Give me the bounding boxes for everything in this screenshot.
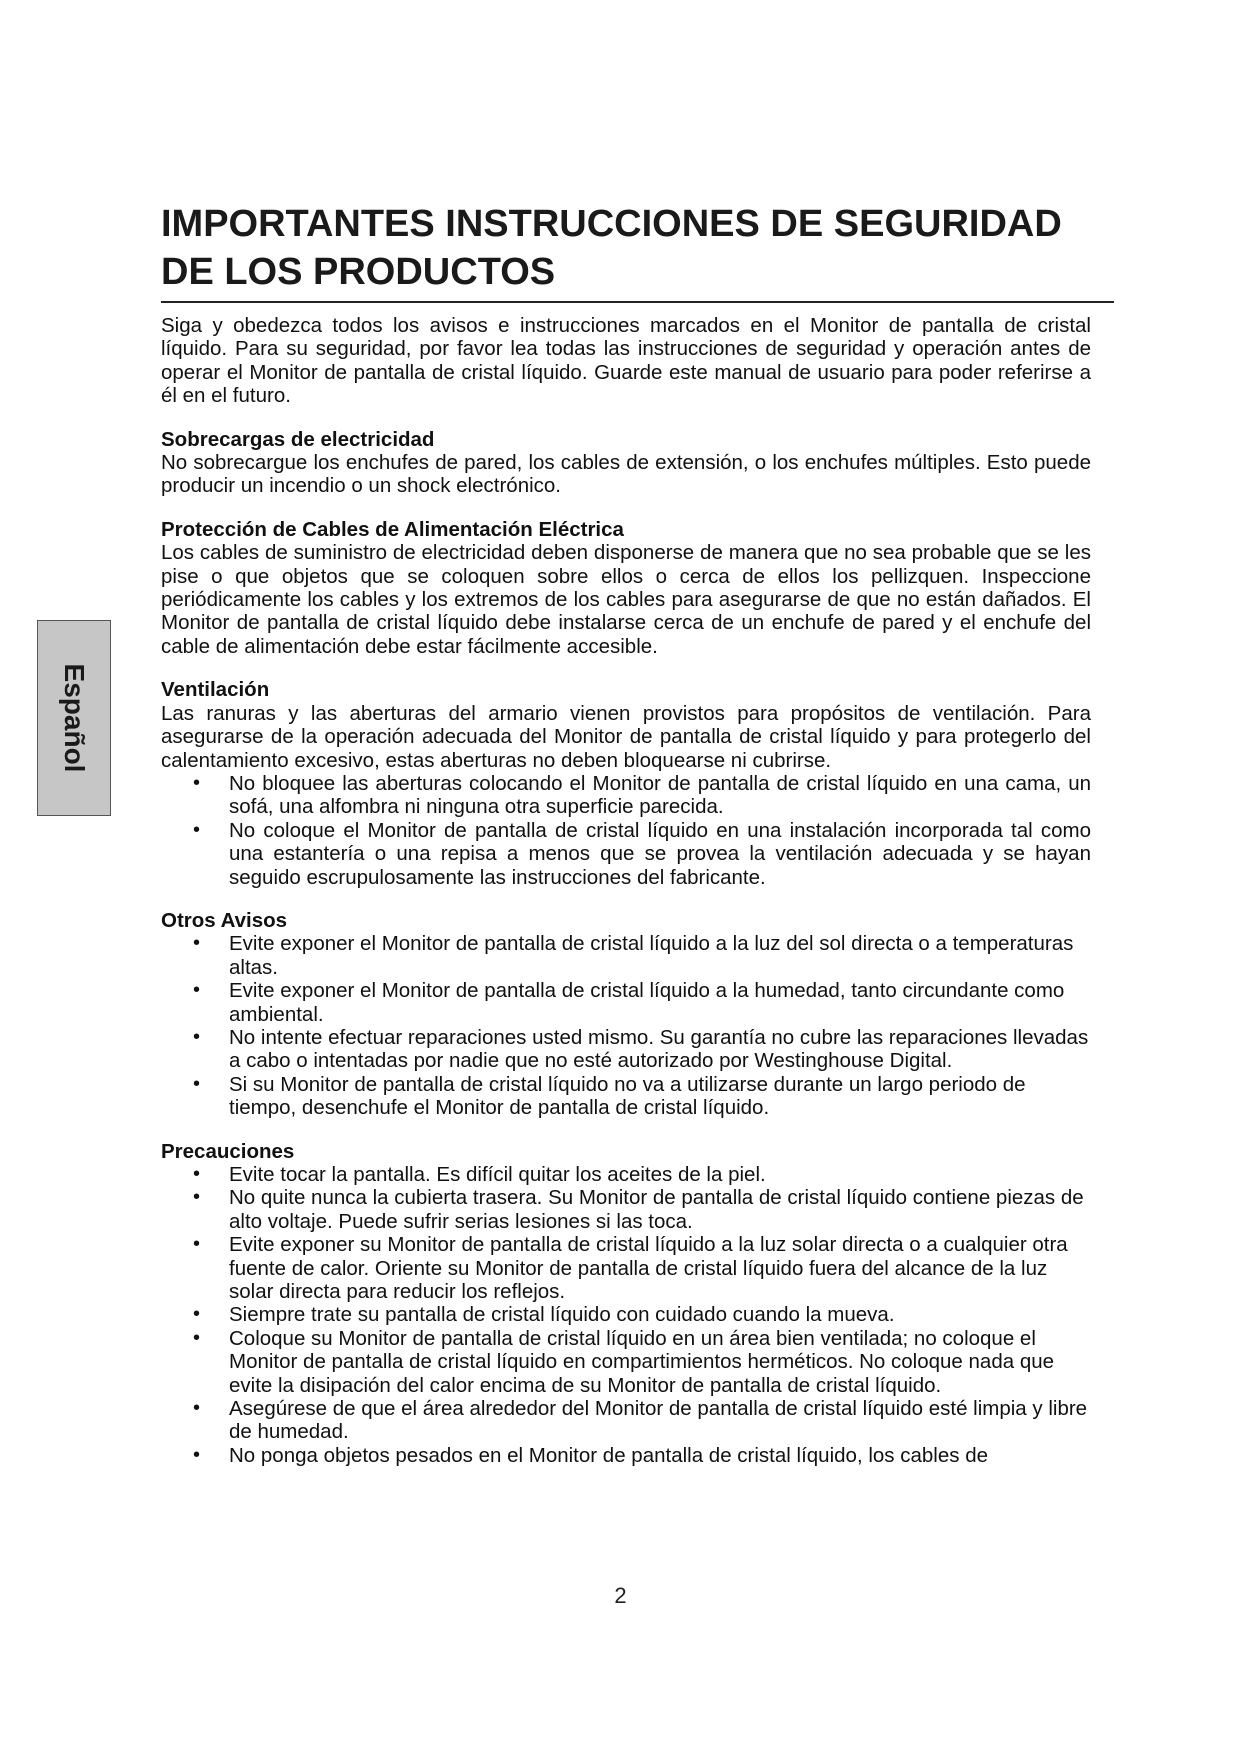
list-item: • Evite exponer el Monitor de pantalla de cristal líquido a la luz del sol directa o a temperaturas altas. bbox=[161, 932, 1091, 979]
list-item: • No ponga objetos pesados en el Monitor de pantalla de cristal líquido, los cables de bbox=[161, 1444, 1091, 1467]
document-body bbox=[161, 314, 1091, 1467]
bullet-list bbox=[161, 932, 1091, 1119]
section-ventilation bbox=[161, 678, 1091, 889]
list-item: • Evite exponer su Monitor de pantalla de cristal líquido a la luz solar directa o a cualquier otra fuente de calor. Oriente su Monitor de pantalla de cristal líquido fuera del alcance de la luz solar directa para reducir los reflejos. bbox=[161, 1233, 1091, 1303]
page-number: 2 bbox=[614, 1583, 627, 1608]
section-text: No sobrecargue los enchufes de pared, los cables de extensión, o los enchufes múltiples. Esto puede producir un incendio o un shock electrónico. bbox=[161, 451, 1091, 498]
section-text: Las ranuras y las aberturas del armario vienen provistos para propósitos de ventilación. Para asegurarse de la operación adecuada del Monitor de pantalla de cristal líquido y para protegerlo del calentamiento excesivo, estas aberturas no deben bloquearse ni cubrirse. bbox=[161, 701, 1091, 772]
list-item: • No bloquee las aberturas colocando el Monitor de pantalla de cristal líquido en una cama, un sofá, una alfombra ni ninguna otra superficie parecida. bbox=[161, 772, 1091, 819]
bullet-list bbox=[161, 1163, 1091, 1467]
section-heading: Ventilación bbox=[161, 678, 270, 702]
language-side-tab bbox=[37, 620, 111, 816]
title-divider bbox=[161, 301, 1114, 303]
intro-paragraph: Siga y obedezca todos los avisos e instrucciones marcados en el Monitor de pantalla de cristal líquido. Para su seguridad, por favor lea todas las instrucciones de seguridad y operación antes de operar el Monitor de pantalla de cristal líquido. Guarde este manual de usuario para poder referirse a él en el futuro. bbox=[161, 314, 1091, 408]
list-item: • Evite tocar la pantalla. Es difícil quitar los aceites de la piel. bbox=[161, 1163, 1091, 1186]
section-precautions bbox=[161, 1140, 1091, 1468]
list-item: • Asegúrese de que el área alrededor del Monitor de pantalla de cristal líquido esté limpia y libre de humedad. bbox=[161, 1397, 1091, 1444]
section-power-cables bbox=[161, 518, 1091, 658]
section-other-warnings bbox=[161, 909, 1091, 1120]
section-heading: Sobrecargas de electricidad bbox=[161, 427, 435, 451]
side-tab-label: Español bbox=[59, 663, 90, 773]
section-heading: Precauciones bbox=[161, 1139, 295, 1163]
section-text: Los cables de suministro de electricidad deben disponerse de manera que no sea probable que se les pise o que objetos que se coloquen sobre ellos o cerca de ellos los pellizquen. Inspeccione periódicamente los cables y los extremos de los cables para asegurarse de que no están dañados. El Monitor de pantalla de cristal líquido debe instalarse cerca de un enchufe de pared y el enchufe del cable de alimentación debe estar fácilmente accesible. bbox=[161, 541, 1091, 658]
list-item: • Evite exponer el Monitor de pantalla de cristal líquido a la humedad, tanto circundante como ambiental. bbox=[161, 979, 1091, 1026]
list-item: • No quite nunca la cubierta trasera. Su Monitor de pantalla de cristal líquido contiene piezas de alto voltaje. Puede sufrir serias lesiones si las toca. bbox=[161, 1186, 1091, 1233]
section-heading: Protección de Cables de Alimentación Eléctrica bbox=[161, 517, 624, 541]
page-title: IMPORTANTES INSTRUCCIONES DE SEGURIDAD DE LOS PRODUCTOS bbox=[161, 203, 1062, 293]
list-item: • No coloque el Monitor de pantalla de cristal líquido en una instalación incorporada tal como una estantería o una repisa a menos que se provea la ventilación adecuada y se hayan seguido escrupulosamente las instrucciones del fabricante. bbox=[161, 819, 1091, 889]
list-item: • Si su Monitor de pantalla de cristal líquido no va a utilizarse durante un largo periodo de tiempo, desenchufe el Monitor de pantalla de cristal líquido. bbox=[161, 1073, 1091, 1120]
section-overload bbox=[161, 428, 1091, 498]
section-heading: Otros Avisos bbox=[161, 908, 288, 932]
list-item: • No intente efectuar reparaciones usted mismo. Su garantía no cubre las reparaciones llevadas a cabo o intentadas por nadie que no esté autorizado por Westinghouse Digital. bbox=[161, 1026, 1091, 1073]
list-item: • Siempre trate su pantalla de cristal líquido con cuidado cuando la mueva. bbox=[161, 1303, 1091, 1326]
list-item: • Coloque su Monitor de pantalla de cristal líquido en un área bien ventilada; no coloque el Monitor de pantalla de cristal líquido en compartimientos herméticos. No coloque nada que evite la disipación del calor encima de su Monitor de pantalla de cristal líquido. bbox=[161, 1327, 1091, 1397]
bullet-list bbox=[161, 772, 1091, 889]
